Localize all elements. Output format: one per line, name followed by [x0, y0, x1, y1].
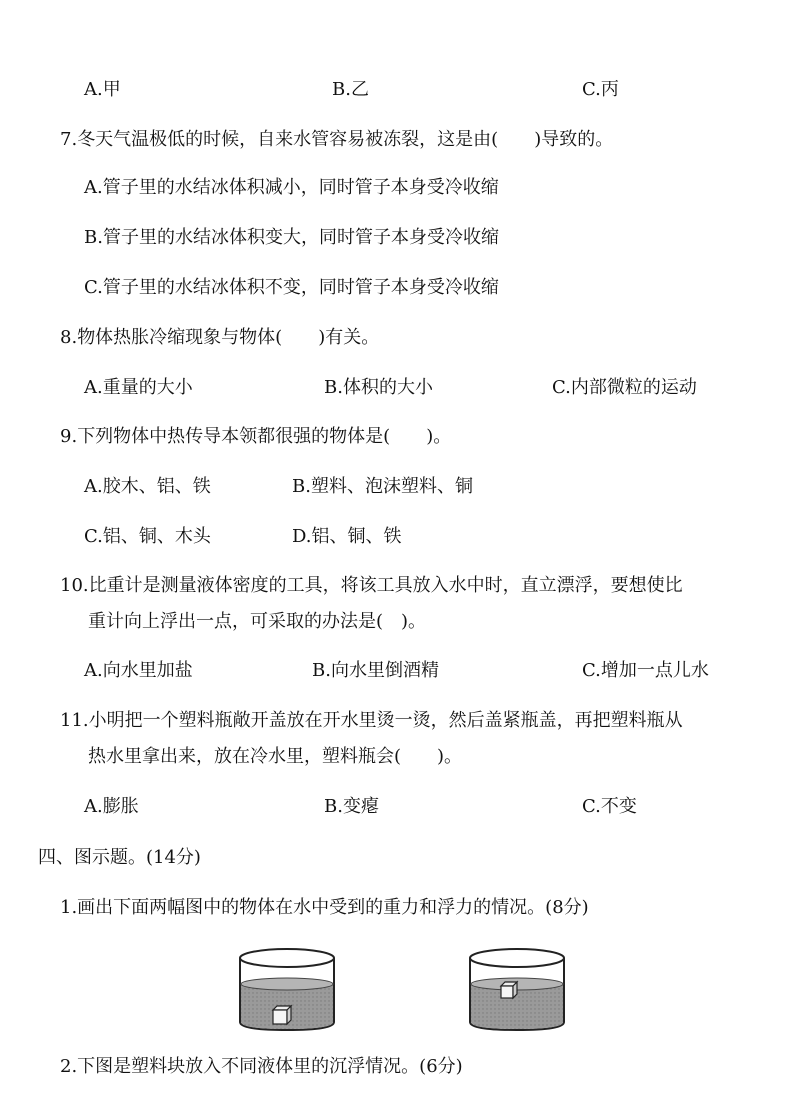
question-number: 10. [60, 575, 89, 596]
question-number: 8. [60, 327, 78, 348]
q8-option-a: A.重量的大小 [84, 377, 193, 398]
question-number: 9. [60, 426, 78, 447]
option-b: B.乙 [332, 79, 369, 100]
question-7 [60, 128, 613, 152]
q8-option-c: C.内部微粒的运动 [552, 377, 697, 398]
figure-question-1: 1.画出下面两幅图中的物体在水中受到的重力和浮力的情况。(8分) [60, 897, 589, 918]
q10-option-c: C.增加一点儿水 [582, 660, 709, 681]
question-8 [60, 326, 379, 350]
question-11-line2: 热水里拿出来，放在冷水里，塑料瓶会( )。 [88, 746, 463, 767]
question-stem: 下列物体中热传导本领都很强的物体是( )。 [77, 426, 452, 447]
cube-sunk [273, 1006, 291, 1024]
option-a: A.甲 [84, 79, 121, 100]
q10-option-a: A.向水里加盐 [84, 660, 193, 681]
q7-option-c: C.管子里的水结冰体积不变，同时管子本身受冷收缩 [84, 277, 499, 298]
question-10 [60, 574, 683, 598]
cube-suspended [501, 982, 517, 998]
q9-option-b: B.塑料、泡沫塑料、铜 [292, 476, 473, 497]
question-stem-line1: 小明把一个塑料瓶敞开盖放在开水里烫一烫，然后盖紧瓶盖，再把塑料瓶从 [88, 710, 683, 731]
question-number: 7. [60, 129, 78, 150]
question-11 [60, 709, 683, 733]
question-9 [60, 425, 451, 449]
q7-option-b: B.管子里的水结冰体积变大，同时管子本身受冷收缩 [84, 227, 499, 248]
question-stem: 物体热胀冷缩现象与物体( )有关。 [77, 327, 380, 348]
section-title: 四、图示题。(14分) [38, 847, 201, 868]
q9-option-d: D.铝、铜、铁 [292, 526, 402, 547]
figure-question-2: 2.下图是塑料块放入不同液体里的沉浮情况。(6分) [60, 1056, 463, 1077]
option-c: C.丙 [582, 79, 619, 100]
question-10-line2: 重计向上浮出一点，可采取的办法是( )。 [88, 611, 427, 632]
question-number: 11. [60, 710, 89, 731]
beaker-figure-sunk [232, 944, 342, 1032]
beaker-figure-suspended [462, 944, 572, 1032]
q11-option-b: B.变瘪 [324, 796, 379, 817]
q9-option-c: C.铝、铜、木头 [84, 526, 211, 547]
q9-option-a: A.胶木、铝、铁 [84, 476, 211, 497]
question-stem: 冬天气温极低的时候，自来水管容易被冻裂，这是由( )导致的。 [77, 129, 614, 150]
q8-option-b: B.体积的大小 [324, 377, 433, 398]
q10-option-b: B.向水里倒酒精 [312, 660, 439, 681]
q11-option-a: A.膨胀 [84, 796, 139, 817]
q7-option-a: A.管子里的水结冰体积减小，同时管子本身受冷收缩 [84, 177, 499, 198]
question-stem-line1: 比重计是测量液体密度的工具，将该工具放入水中时，直立漂浮，要想使比 [88, 575, 683, 596]
q11-option-c: C.不变 [582, 796, 637, 817]
